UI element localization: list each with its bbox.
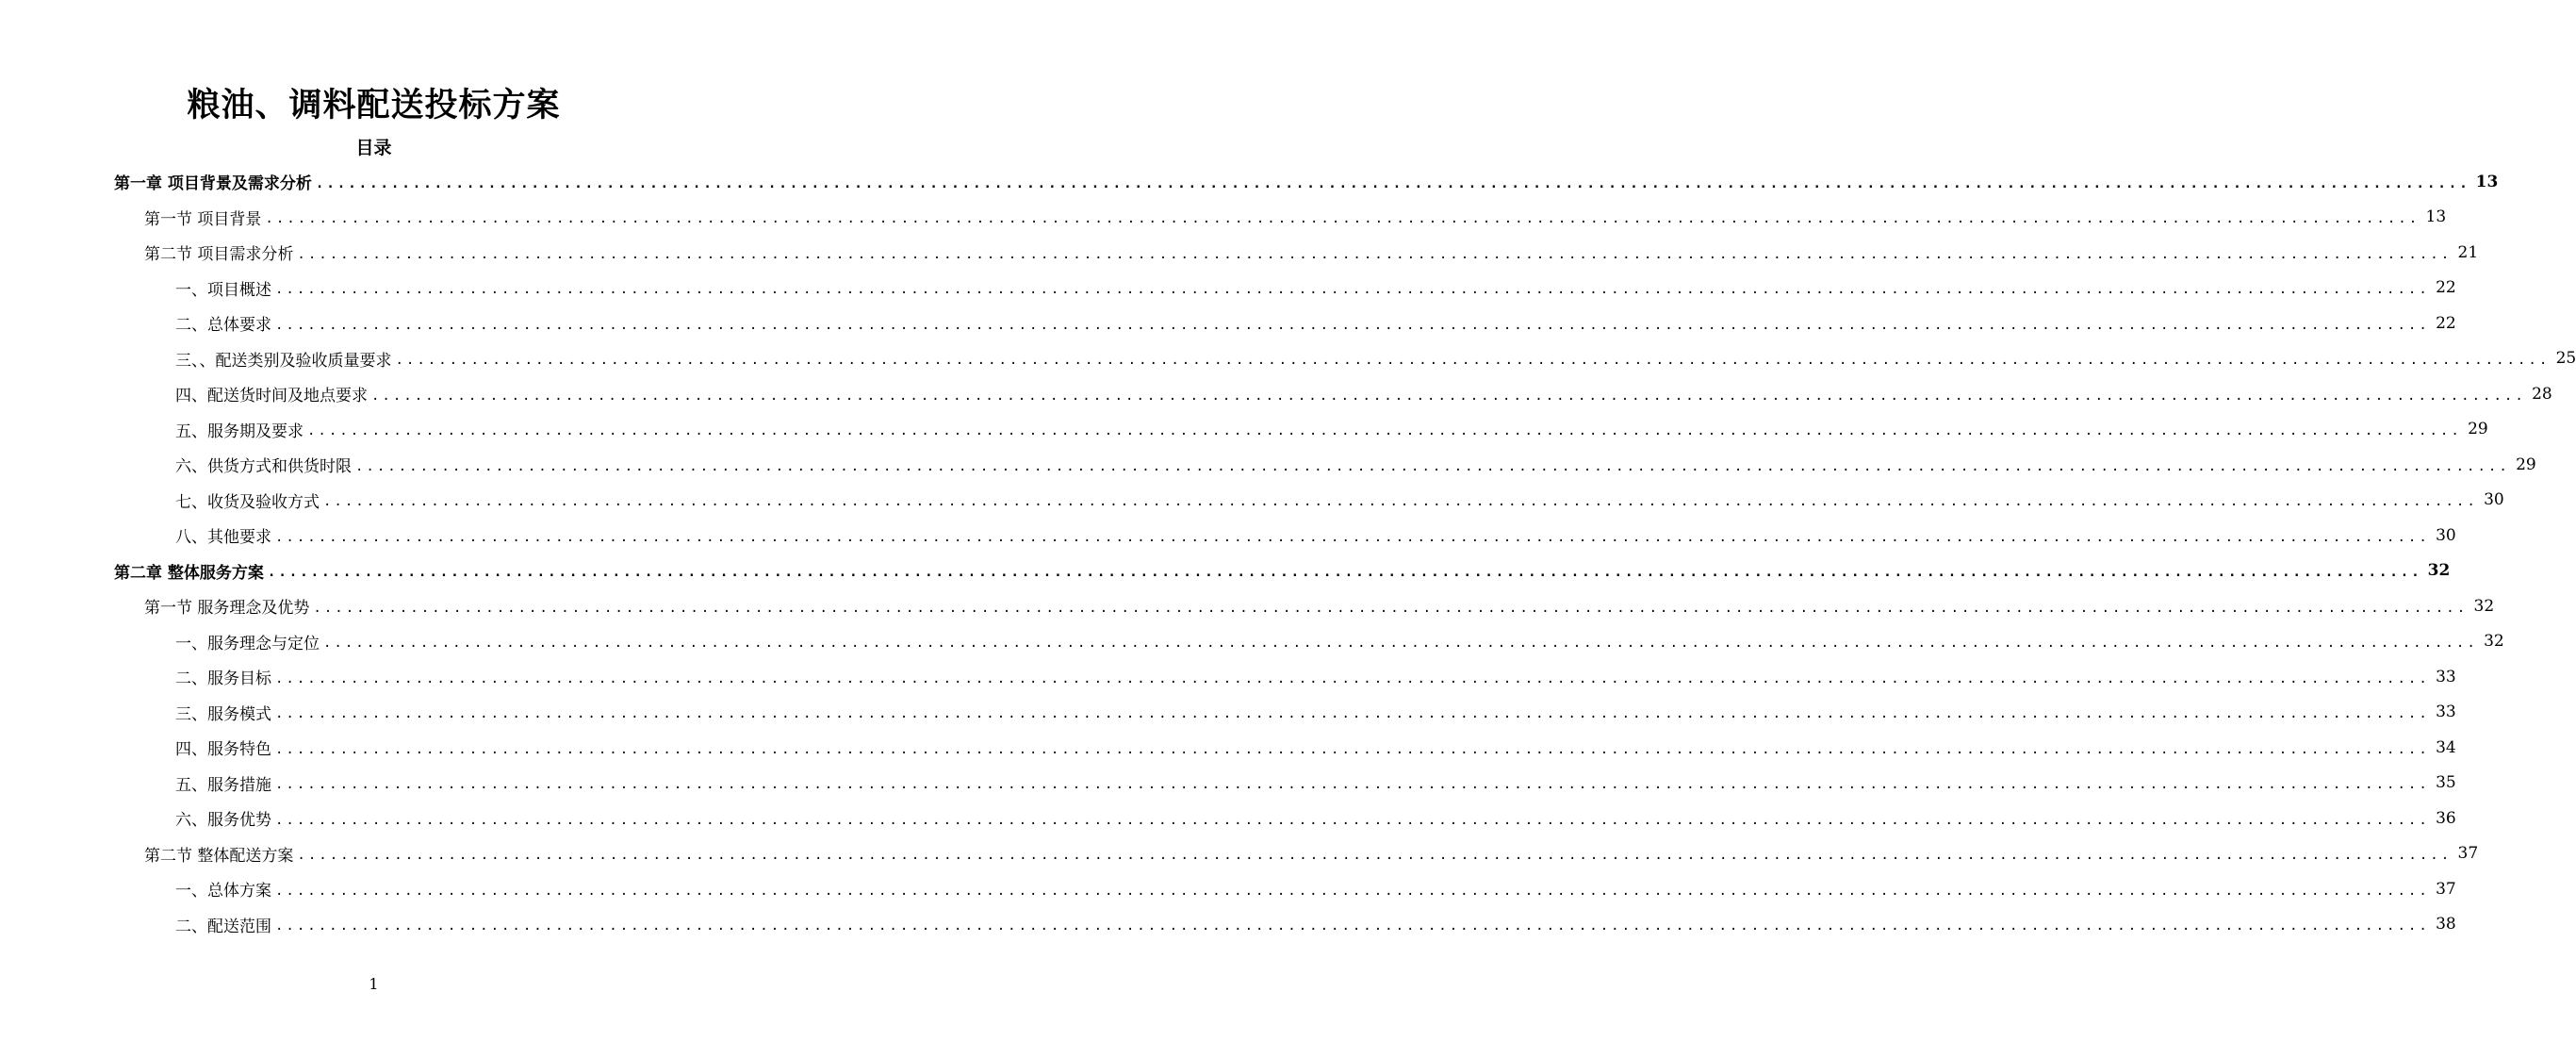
toc-entry-label: 二、服务目标 [175,670,271,689]
toc-entry[interactable] [0,235,2479,271]
toc-entry[interactable] [0,554,2451,589]
toc-entry[interactable] [0,376,2552,412]
page-number: 1 [369,975,379,993]
toc-entry-label: 四、配送货时间及地点要求 [175,387,368,406]
toc-entry-label: 二、总体要求 [175,316,271,336]
toc-entry[interactable] [0,341,2576,377]
toc-entry[interactable] [0,624,2504,660]
toc-leader-dots: ........................................................................................................................................................................................................ [275,918,2430,934]
toc-entry-label: 四、服务特色 [175,740,271,760]
toc-entry[interactable] [0,766,2456,802]
toc-entry[interactable] [0,695,2456,731]
toc-leader-dots: ........................................................................................................................................................................................................ [275,282,2430,298]
toc-entry-label: 第一节 项目背景 [144,209,262,229]
toc-entry-page: 30 [2436,525,2456,545]
toc-entry-label: 二、配送范围 [175,917,271,936]
toc-entry[interactable] [0,412,2488,448]
toc-entry-page: 13 [2475,172,2499,191]
toc-entry-label: 八、其他要求 [175,528,271,548]
toc-entry[interactable] [0,801,2456,836]
toc-entry-page: 34 [2436,737,2456,757]
toc-entry-page: 13 [2425,207,2447,227]
toc-entry[interactable] [0,271,2456,306]
toc-entry-label: 第一章 项目背景及需求分析 [114,174,312,194]
toc-entry-label: 七、收货及验收方式 [175,492,320,512]
toc-entry-label: 五、服务措施 [175,775,271,795]
toc-entry-label: 一、总体方案 [175,882,271,901]
toc-entry[interactable] [0,907,2456,943]
toc-entry[interactable] [0,200,2447,236]
toc-leader-dots: ........................................................................................................................................................................................................ [275,812,2430,828]
toc-leader-dots: ........................................................................................................................................................................................................ [323,636,2478,652]
toc-entry[interactable] [0,659,2456,695]
document-title: 粮油、调料配送投标方案 [187,86,561,124]
toc-leader-dots: ........................................................................................................................................................................................................ [275,777,2430,793]
toc-entry-page: 29 [2516,455,2536,474]
toc-entry-page: 29 [2468,420,2488,439]
toc-entry[interactable] [0,483,2504,519]
toc-leader-dots: ........................................................................................................................................................................................................ [275,670,2430,686]
toc-entry[interactable] [0,730,2456,766]
toc-leader-dots: ........................................................................................................................................................................................................ [267,565,2422,581]
toc-entry-page: 32 [2484,632,2504,652]
toc-entry-label: 三、、配送类别及验收质量要求 [175,351,392,371]
toc-entry-page: 38 [2436,915,2456,934]
toc-entry[interactable] [0,836,2479,872]
toc-entry-label: 五、服务期及要求 [175,422,304,441]
toc-leader-dots: ........................................................................................................................................................................................................ [275,883,2430,899]
toc-entry-page: 32 [2427,561,2451,581]
toc-entry-page: 28 [2532,384,2552,404]
toc-leader-dots: ........................................................................................................................................................................................................ [315,175,2470,191]
toc-leader-dots: ........................................................................................................................................................................................................ [371,388,2526,404]
toc-leader-dots: ........................................................................................................................................................................................................ [275,741,2430,757]
toc-entry-page: 22 [2436,278,2456,298]
toc-entry-label: 第二节 整体配送方案 [144,846,294,866]
toc-entry[interactable] [0,588,2495,624]
toc-leader-dots: ........................................................................................................................................................................................................ [323,494,2478,510]
toc-entry-page: 35 [2436,773,2456,793]
toc-leader-dots: ........................................................................................................................................................................................................ [355,458,2510,474]
toc-entry-label: 第二节 项目需求分析 [144,245,294,265]
toc-entry-page: 33 [2436,703,2456,722]
toc-entry-label: 三、服务模式 [175,704,271,724]
toc-leader-dots: ........................................................................................................................................................................................................ [275,317,2430,333]
toc-entry-page: 22 [2436,313,2456,333]
toc-entry-label: 六、服务优势 [175,811,271,831]
toc-leader-dots: ........................................................................................................................................................................................................ [297,848,2453,864]
toc-leader-dots: ........................................................................................................................................................................................................ [275,529,2430,545]
toc-entry-page: 25 [2555,349,2576,369]
toc-entry-label: 第二章 整体服务方案 [114,563,264,583]
toc-leader-dots: ........................................................................................................................................................................................................ [265,211,2420,227]
toc-entry-label: 一、项目概述 [175,280,271,300]
toc-entry-page: 37 [2436,879,2456,899]
toc-entry-label: 一、服务理念与定位 [175,634,320,653]
toc-entry-page: 32 [2473,596,2495,616]
table-of-contents [0,164,2576,942]
toc-entry-page: 30 [2484,490,2504,510]
toc-entry[interactable] [0,447,2536,483]
toc-entry-label: 六、供货方式和供货时限 [175,457,352,477]
toc-leader-dots: ........................................................................................................................................................................................................ [307,423,2462,439]
toc-entry-page: 37 [2457,844,2479,864]
toc-leader-dots: ........................................................................................................................................................................................................ [297,246,2453,262]
toc-leader-dots: ........................................................................................................................................................................................................ [275,706,2430,722]
toc-heading: 目录 [355,138,392,158]
toc-entry-label: 第一节 服务理念及优势 [144,599,310,619]
toc-entry[interactable] [0,871,2456,907]
toc-entry[interactable] [0,518,2456,554]
toc-leader-dots: ........................................................................................................................................................................................................ [313,600,2469,616]
toc-entry-page: 33 [2436,667,2456,686]
toc-leader-dots: ........................................................................................................................................................................................................ [395,353,2551,369]
toc-entry-page: 36 [2436,808,2456,828]
toc-entry[interactable] [0,306,2456,341]
toc-entry[interactable] [0,164,2499,200]
toc-entry-page: 21 [2457,242,2479,262]
